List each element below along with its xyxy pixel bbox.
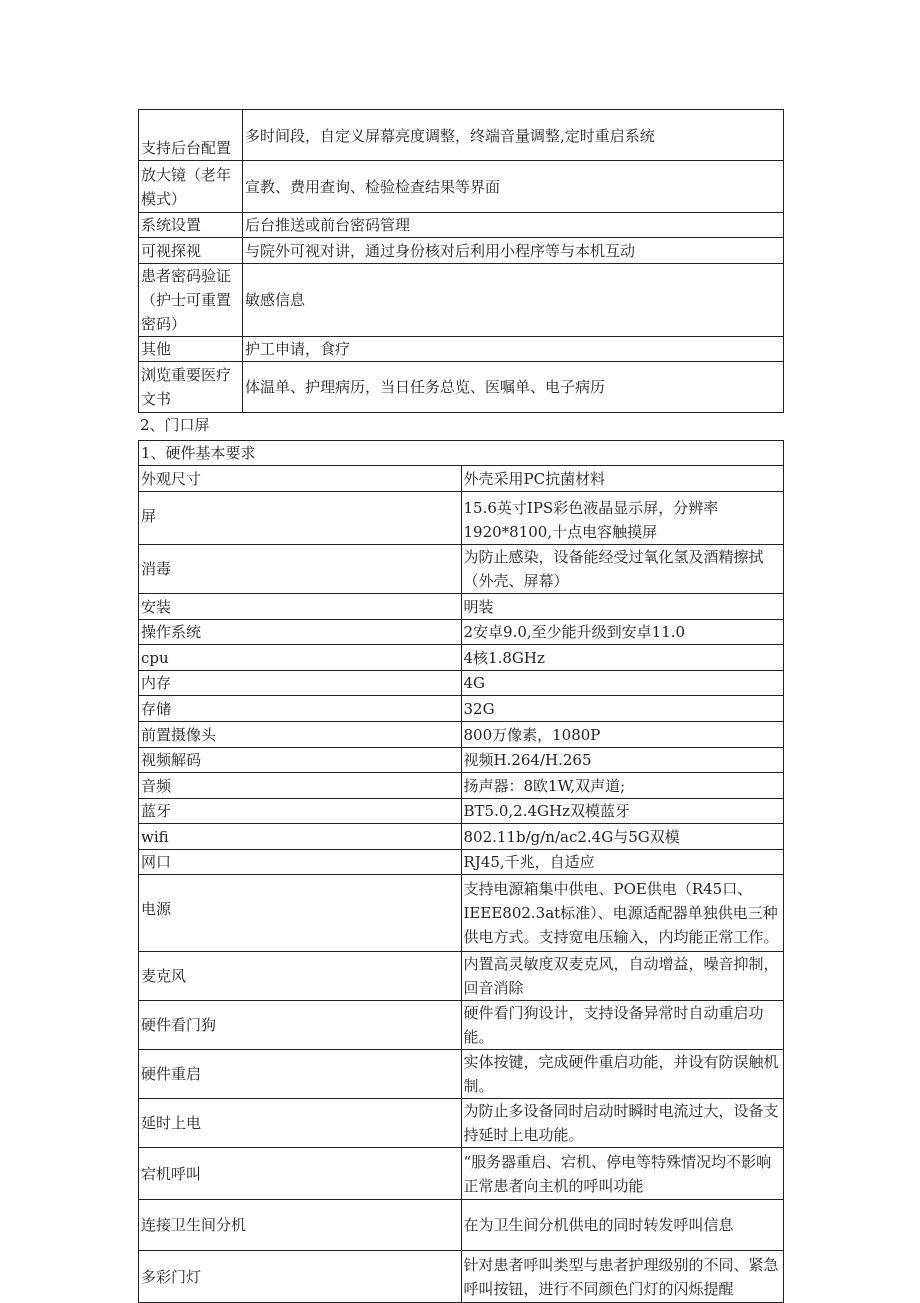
table-row bbox=[139, 110, 784, 161]
table-row bbox=[139, 722, 784, 748]
table-row bbox=[139, 238, 784, 264]
row-value: 为防止感染，设备能经受过氧化氢及酒精擦拭（外壳、屏幕） bbox=[461, 545, 784, 594]
row-value: 体温单、护理病历，当日任务总览、医嘱单、电子病历 bbox=[243, 362, 784, 413]
row-value: RJ45,千兆，自适应 bbox=[461, 850, 784, 875]
table-row bbox=[139, 1251, 784, 1303]
table-row bbox=[139, 1050, 784, 1099]
row-value: 2安卓9.0,至少能升级到安卓11.0 bbox=[461, 620, 784, 645]
row-label: cpu bbox=[139, 645, 462, 671]
row-value: 4核1.8GHz bbox=[461, 645, 784, 671]
row-value: 15.6英寸IPS彩色液晶显示屏，分辨率1920*8100,十点电容触摸屏 bbox=[461, 492, 784, 545]
row-value: 硬件看门狗设计，支持设备异常时自动重启功能。 bbox=[461, 1001, 784, 1050]
row-label: 电源 bbox=[139, 875, 462, 952]
row-label: 前置摄像头 bbox=[139, 722, 462, 748]
row-value: 32G bbox=[461, 696, 784, 722]
table-row bbox=[139, 1099, 784, 1148]
row-label: 操作系统 bbox=[139, 620, 462, 645]
table-row bbox=[139, 799, 784, 824]
row-label: 安装 bbox=[139, 594, 462, 620]
row-label: 音频 bbox=[139, 773, 462, 799]
table-row bbox=[139, 1200, 784, 1251]
row-label: 硬件重启 bbox=[139, 1050, 462, 1099]
row-value: 护工申请，食疗 bbox=[243, 337, 784, 362]
row-label: 患者密码验证（护士可重置密码） bbox=[139, 264, 243, 337]
table-row bbox=[139, 213, 784, 238]
table-header-row bbox=[139, 441, 784, 466]
row-value: 扬声器：8欧1W,双声道; bbox=[461, 773, 784, 799]
table-row bbox=[139, 671, 784, 696]
row-label: 麦克风 bbox=[139, 952, 462, 1001]
row-label: 存储 bbox=[139, 696, 462, 722]
row-label: 网口 bbox=[139, 850, 462, 875]
row-label: 外观尺寸 bbox=[139, 466, 462, 492]
row-value: 802.11b/g/n/ac2.4G与5G双模 bbox=[461, 824, 784, 850]
table-row bbox=[139, 824, 784, 850]
row-value: 明装 bbox=[461, 594, 784, 620]
row-label: 其他 bbox=[139, 337, 243, 362]
row-label: 蓝牙 bbox=[139, 799, 462, 824]
row-value: 与院外可视对讲，通过身份核对后利用小程序等与本机互动 bbox=[243, 238, 784, 264]
row-value: 视频H.264/H.265 bbox=[461, 748, 784, 773]
row-label: 屏 bbox=[139, 492, 462, 545]
table-row bbox=[139, 952, 784, 1001]
table-row bbox=[139, 850, 784, 875]
row-label: 延时上电 bbox=[139, 1099, 462, 1148]
table-door-screen-hardware bbox=[138, 440, 784, 1303]
row-value: 多时间段，自定义屏幕亮度调整，终端音量调整,定时重启系统 bbox=[243, 110, 784, 161]
table-row bbox=[139, 1001, 784, 1050]
table-header: 1、硬件基本要求 bbox=[139, 441, 784, 466]
row-label: 浏览重要医疗文书 bbox=[139, 362, 243, 413]
table-row bbox=[139, 645, 784, 671]
table-bedside-features bbox=[138, 109, 784, 413]
table-row bbox=[139, 466, 784, 492]
table-row bbox=[139, 748, 784, 773]
row-label: 消毒 bbox=[139, 545, 462, 594]
row-value: 宣教、费用查询、检验检查结果等界面 bbox=[243, 161, 784, 213]
table-row bbox=[139, 594, 784, 620]
row-value: 在为卫生间分机供电的同时转发呼叫信息 bbox=[461, 1200, 784, 1251]
row-value: BT5.0,2.4GHz双模蓝牙 bbox=[461, 799, 784, 824]
row-label: wifi bbox=[139, 824, 462, 850]
row-label: 内存 bbox=[139, 671, 462, 696]
table-row bbox=[139, 545, 784, 594]
row-value: 外壳采用PC抗菌材料 bbox=[461, 466, 784, 492]
row-label: 放大镜（老年模式） bbox=[139, 161, 243, 213]
row-value: 后台推送或前台密码管理 bbox=[243, 213, 784, 238]
table-row bbox=[139, 337, 784, 362]
row-value: 支持电源箱集中供电、POE供电（R45口、IEEE802.3at标准）、电源适配器单独供电三种供电方式。支持宽电压输入，内均能正常工作。 bbox=[461, 875, 784, 952]
row-value: 为防止多设备同时启动时瞬时电流过大，设备支持延时上电功能。 bbox=[461, 1099, 784, 1148]
row-value: “服务器重启、宕机、停电等特殊情况均不影响正常患者向主机的呼叫功能 bbox=[461, 1148, 784, 1200]
row-label: 硬件看门狗 bbox=[139, 1001, 462, 1050]
row-label: 系统设置 bbox=[139, 213, 243, 238]
row-value: 敏感信息 bbox=[243, 264, 784, 337]
row-label: 多彩门灯 bbox=[139, 1251, 462, 1303]
table-row bbox=[139, 264, 784, 337]
table-row bbox=[139, 875, 784, 952]
table-row bbox=[139, 773, 784, 799]
row-value: 针对患者呼叫类型与患者护理级别的不同、紧急呼叫按钮，进行不同颜色门灯的闪烁提醒 bbox=[461, 1251, 784, 1303]
table-row bbox=[139, 696, 784, 722]
row-value: 800万像素，1080P bbox=[461, 722, 784, 748]
table-row bbox=[139, 1148, 784, 1200]
row-value: 内置高灵敏度双麦克风，自动增益，噪音抑制，回音消除 bbox=[461, 952, 784, 1001]
row-value: 4G bbox=[461, 671, 784, 696]
row-label: 连接卫生间分机 bbox=[139, 1200, 462, 1251]
table-row bbox=[139, 492, 784, 545]
table-row bbox=[139, 161, 784, 213]
row-label: 支持后台配置 bbox=[139, 110, 243, 161]
table-row bbox=[139, 620, 784, 645]
row-label: 可视探视 bbox=[139, 238, 243, 264]
row-value: 实体按键，完成硬件重启功能，并设有防误触机制。 bbox=[461, 1050, 784, 1099]
row-label: 视频解码 bbox=[139, 748, 462, 773]
section-heading: 2、门口屏 bbox=[140, 416, 210, 434]
table-row bbox=[139, 362, 784, 413]
row-label: 宕机呼叫 bbox=[139, 1148, 462, 1200]
